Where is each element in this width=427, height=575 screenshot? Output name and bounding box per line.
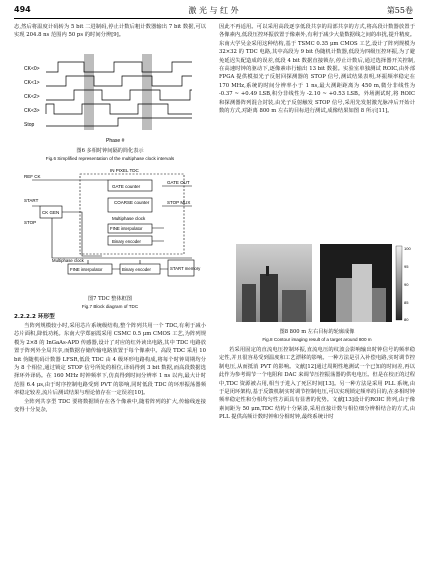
fig7-stop-mux: STOP MUX: [167, 200, 191, 205]
fig7-multiphase-bus: Multiphase clock: [52, 258, 84, 263]
fig6-label-ck2: CK<2>: [24, 94, 40, 100]
fig7-gate-out: GATE OUT: [167, 180, 190, 185]
fig7-ref-ck: REF CK: [24, 174, 41, 179]
page-number: 494: [14, 5, 31, 14]
fig6-caption-cn: 图6 多相时钟间隔的简化表示: [76, 148, 144, 154]
fig7-start-memory: START memory: [170, 266, 201, 271]
ck3-wave: [46, 104, 192, 114]
contour-block-3: [372, 288, 386, 322]
fig8-caption-cn: 图8 800 m 左右目标的轮廓成像: [279, 329, 355, 335]
fig7-gate-counter: GATE counter: [112, 184, 141, 189]
header-rule: [14, 18, 413, 19]
wire-lines: [32, 180, 192, 269]
scale-tick-2: 95: [404, 264, 409, 269]
photo-building-1: [242, 284, 256, 322]
photo-antenna: [266, 266, 269, 276]
phase-band-1: [84, 54, 94, 130]
fig6-caption-en: Fig.6 Simplified representation of the multiphase clock intervals: [45, 156, 175, 161]
scale-tick-5: 80: [404, 317, 409, 322]
right-top-paragraph: 因此不再适用。可以采用高段逐享低段共享的局部共享的方式,将高段计数器放置于各像素内,低段压控环振放置于像素外,有利于减少大量数据线之间的串扰,提升精度。东南大学吴金采用这种结构,基于 TSMC 0.35 μm CMOS 工艺,设计了阵列规模为32×32 的 TDC 电路,其中高段为 9 bit 伪随机计数器,低段为四级压控环振,为了避免延迟失配造成的误差,低段 4 bit 数据直接锁存,停止计数后,通过选择器开关控制,在高速时钟的驱动下,逐像素串行输出 13 bit 数据。实验室单独测试 ROIC,由外部 FPGA 提供模拟光子反射回探测器的 STOP 信号,测试结果表明,环振频率稳定在170 MHz,系统的时间分辨率小于 1 ns,最大测距距离为 450 m,微分非线性为 -0.37 ~ +0.49 LSB,积分非线性为 -2.10 ~ +0.53 LSB。外场测试时,将 ROIC 和探测器阵列混合封装,由光子反射触发 STOP 信号,采用先发射激光脉冲后开始计数的方式,对距离 800 m 左右的目标进行测试,成像结果如图 8 所示[11]。: [219, 24, 415, 115]
left-bottom-paragraph: 全阵列共享型 TDC 要将数据锁存在各个像素中,随着阵列的扩大,传输线连接变得十分复杂,: [14, 398, 206, 414]
ck2-wave: [46, 90, 192, 100]
scale-tick-1: 100: [404, 246, 411, 251]
fig7-caption-cn: 图7 TDC 整体框图: [87, 296, 133, 302]
fig7-binary-encoder-in: Binary encoder: [112, 239, 141, 244]
fig7-ck-gen: CK GEN: [42, 210, 60, 215]
fig6-label-ck1: CK<1>: [24, 80, 40, 86]
figure-8-contour-image: [236, 244, 416, 328]
fig7-fine-interp-out: FINE interpolator: [70, 267, 103, 272]
scale-tick-3: 90: [404, 282, 409, 287]
fig6-label-ck0: CK<0>: [24, 66, 40, 72]
fig6-label-stop: Stop: [24, 122, 35, 128]
fig7-binary-encoder-out: Binary encoder: [122, 267, 151, 272]
fig7-coarse-counter: COARSE counter: [114, 200, 150, 205]
fig7-stop: STOP: [24, 220, 37, 225]
fig7-caption-en: Fig.7 Block diagram of TDC: [81, 304, 139, 309]
figure-7-block-diagram: [22, 166, 202, 296]
ck1-wave: [46, 76, 192, 86]
left-top-paragraph: 态,然后将温度计码转为 5 bit 二进制码,停止计数后粗计数器输出 7 bit 数据,可以实现 204.8 ns 范围内 50 ps 的时间分辨[9]。: [14, 24, 206, 39]
page-header: [14, 5, 413, 19]
stop-wave: [46, 118, 192, 126]
fig7-multiphase: Multiphase clock: [112, 216, 146, 221]
colorbar: [396, 246, 402, 320]
scale-tick-4: 85: [404, 300, 409, 305]
fig6-label-phase: Phase #: [106, 138, 125, 144]
volume-label: 第55卷: [386, 6, 413, 15]
ring-paragraph: 当阵列规模较小时,采用芯片系统级结构,整个阵列共用一个 TDC,有利于减小芯片面积,降低功耗。东南大学郑丽霞采用 CSMC 0.5 μm CMOS 工艺,为阵列规模为 2×8 的 InGaAs-APD 传感器,设计了对应的红外读出电路,其中 TDC 电路放置于阵列外全局共享,而数据存储传输电路放置于每个像素中。高段 TDC 采用 10 bit 伪随机码计数器 LFSR,低段 TDC 由 4 级环形电路构成,将每个时钟周期均分为 8 个相位,通过锁定 STOP 信号所处的相位,译码得到 3 bit 数据,而高段数据选择环外译码。在 160 MHz 时钟频率下,仿真得到时间分辨率 1 ns 以内,最大计时范围 6.4 μs,由于时序控制电路受到 PVT 的影响,同时低段 TDC 的环形振荡器频率稳定较差,流片后测试结果与理论值存在一定误差[10]。: [14, 323, 206, 397]
section-heading-ring: 2.2.2.2 环形型: [14, 314, 55, 320]
fig7-start: START: [24, 198, 39, 203]
photo-building-3: [282, 290, 306, 322]
fig7-in-pixel: IN PIXEL TDC: [110, 168, 139, 173]
left-section-body: [14, 313, 206, 414]
ck0-wave: [46, 62, 192, 72]
contour-block-1: [336, 278, 352, 322]
photo-building-2: [260, 274, 278, 322]
phase-band-2: [142, 54, 152, 130]
fig6-label-ck3: CK<3>: [24, 108, 40, 114]
journal-name: 激 光 与 红 外: [188, 6, 239, 15]
right-bottom-paragraph: 若采用固定的直流电压控制环振,直流电压的纹波会影响输出时钟信号的频率稳定性,并且很容易受到温度和工艺漂移的影响。一种方法是引入补偿电路,实时调节控制电压,从而抵消 PVT 的影响。文献[12]通过周期性地测试一个已知的时间差,再以此作为参考调节一个电阻和 DAC 来调节压控振荡器的供电电压。但是在校正的过程中,TDC 资源被占用,相当于进入了死区时间[13]。另一种方法是采用 PLL 系统,由于是闭环架构,基于反馈机制实时调节控制电压,可以实现锁定频率的目的,在多相时钟频率稳定性和分相均匀性方面具有显著的优势。文献[13]设计的ROIC 阵列,由于像素间距为 50 μm,TDC 结构十分紧凑,采用直接计数与相位细分辨相结合的方式,由PLL 提供高频计数时钟和分相时钟,最终系统计时: [219, 347, 415, 421]
fig7-fine-interp-in: FINE interpolator: [110, 226, 143, 231]
fig8-caption-en: Fig.8 Contour imaging result of a target around 800 m: [262, 337, 372, 342]
contour-block-2: [352, 264, 372, 322]
figure-6-timing-diagram: [22, 50, 202, 148]
